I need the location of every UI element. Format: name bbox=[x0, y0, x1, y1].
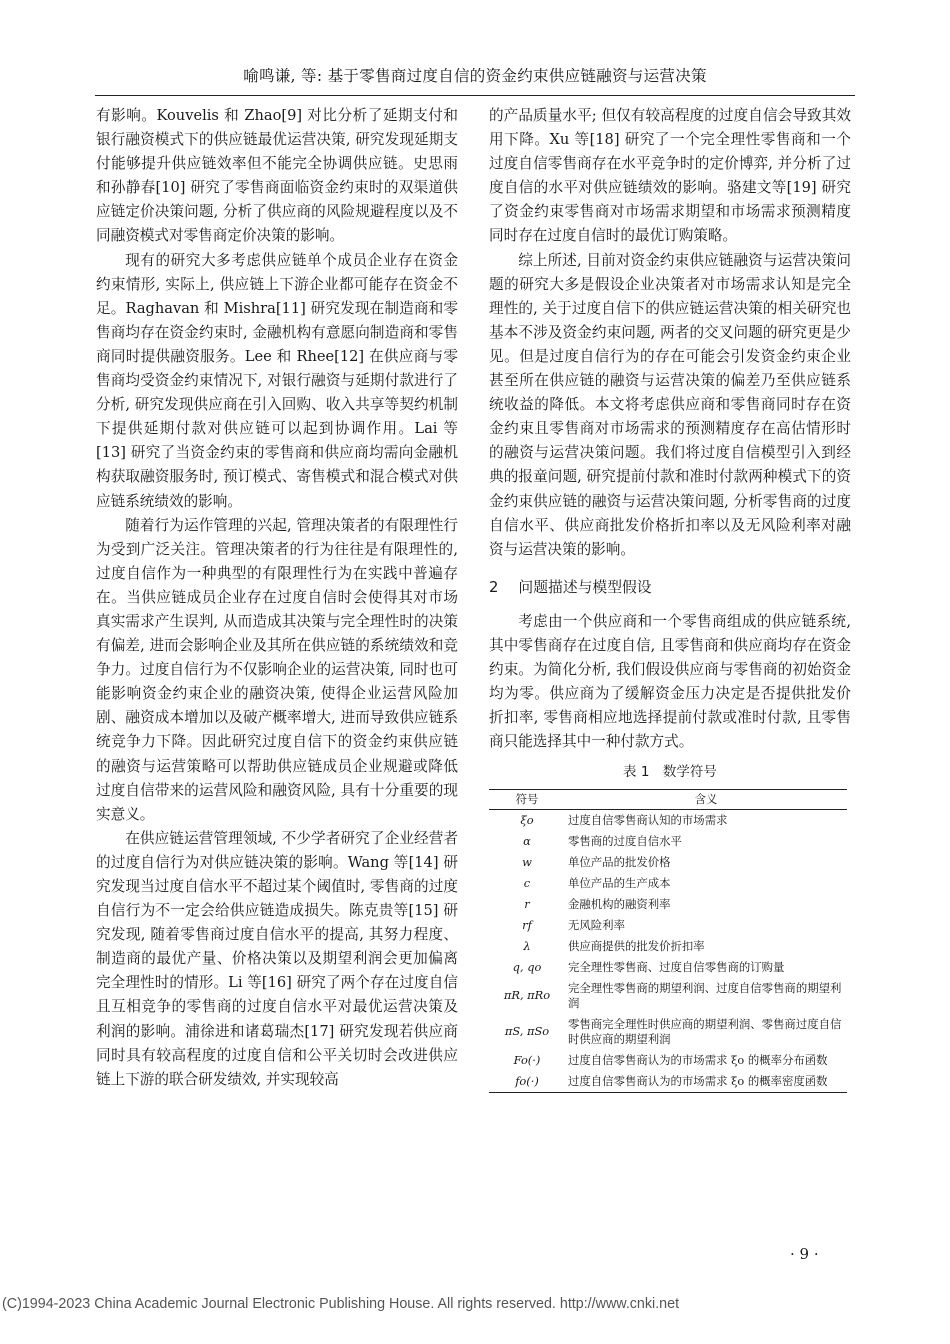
table-row bbox=[489, 1050, 847, 1071]
meaning-cell: 单位产品的生产成本 bbox=[568, 875, 671, 890]
table-row bbox=[489, 873, 847, 894]
meaning-cell: 零售商的过度自信水平 bbox=[568, 833, 682, 848]
table-row bbox=[489, 852, 847, 873]
paragraph: 随着行为运作管理的兴起, 管理决策者的有限理性行为受到广泛关注。管理决策者的行为往往是有限理性的, 过度自信作为一种典型的有限理性行为在实践中普遍存在。当供应链成员企业存在过度自信时会使得其对市场真实需求产生误判, 从而造成其决策与完全理性时的决策有偏差, 进而会影响企业及其所在供应链的系统绩效和竞争力。过度自信行为不仅影响企业的运营决策, 同时也可能影响资金约束企业的融资决策, 使得企业运营风险加剧、融资成本增加以及破产概率增大, 进而导致供应链系统竞争力下降。因此研究过度自信下的资金约束供应链的融资与运营策略可以帮助供应链成员企业规避或降低过度自信带来的运营风险和融资风险, 具有十分重要的现实意义。 bbox=[96, 516, 458, 823]
symbol-cell: c bbox=[523, 875, 531, 890]
meaning-cell: 过度自信零售商认为的市场需求 ξo 的概率密度函数 bbox=[565, 1071, 847, 1093]
paragraph: 的产品质量水平; 但仅有较高程度的过度自信会导致其效用下降。Xu 等[18] 研究了一个完全理性零售商和一个过度自信零售商存在水平竞争时的定价博弈, 并分析了过度自信的水平对供应链绩效的影响。骆建文等[19] 研究了资金约束零售商对市场需求期望和市场需求预测精度同时存在过度自信时的最优订购策略。 bbox=[489, 107, 851, 245]
section-title: 问题描述与模型假设 bbox=[518, 578, 652, 596]
meaning-cell: 零售商完全理性时供应商的期望利润、零售商过度自信时供应商的期望利润 bbox=[568, 1016, 842, 1046]
table-row bbox=[489, 1014, 847, 1050]
table-row bbox=[489, 936, 847, 957]
meaning-cell: 完全理性零售商的期望利润、过度自信零售商的期望利润 bbox=[568, 980, 842, 1010]
meaning-cell: 金融机构的融资利率 bbox=[568, 896, 671, 911]
symbol-cell: fo(·) bbox=[489, 1071, 565, 1093]
table-row bbox=[489, 1071, 847, 1093]
meaning-cell: 单位产品的批发价格 bbox=[568, 854, 671, 869]
right-column bbox=[489, 104, 851, 1093]
table-row bbox=[489, 915, 847, 936]
meaning-cell: 无风险利率 bbox=[568, 917, 625, 932]
meaning-cell: 过度自信零售商认为的市场需求 ξo 的概率分布函数 bbox=[568, 1052, 828, 1067]
paragraph: 考虑由一个供应商和一个零售商组成的供应链系统, 其中零售商存在过度自信, 且零售商和供应商均存在资金约束。为简化分析, 我们假设供应商与零售商的初始资金均为零。供应商为了缓解资金压力决定是否提供批发价折扣率, 零售商相应地选择提前付款或准时付款, 且零售商只能选择其中一种付款方式。 bbox=[489, 612, 851, 751]
symbol-cell: πS, πSo bbox=[504, 1024, 550, 1039]
section-heading bbox=[489, 576, 851, 600]
symbol-cell: λ bbox=[523, 938, 531, 953]
meaning-cell: 供应商提供的批发价折扣率 bbox=[568, 938, 705, 953]
symbol-cell: πR, πRo bbox=[503, 988, 551, 1003]
table-header-row bbox=[489, 789, 847, 809]
symbol-cell: r bbox=[524, 896, 530, 911]
page-number: · 9 · bbox=[790, 1245, 819, 1263]
table-row bbox=[489, 894, 847, 915]
paragraph: 有影响。Kouvelis 和 Zhao[9] 对比分析了延期支付和银行融资模式下的供应链最优运营决策, 研究发现延期支付能够提升供应链效率但不能完全协调供应链。史思雨和孙静春[10] 研究了零售商面临资金约束时的双渠道供应链定价决策问题, 分析了供应商的风险规避程度以及不同融资模式对零售商定价决策的影响。 bbox=[96, 107, 458, 245]
copyright-footer: (C)1994-2023 China Academic Journal Electronic Publishing House. All rights reserved. http://www.cnki.net bbox=[2, 1296, 680, 1312]
paragraph: 现有的研究大多考虑供应链单个成员企业存在资金约束情形, 实际上, 供应链上下游企业都可能存在资金不足。Raghavan 和 Mishra[11] 研究发现在制造商和零售商均存在资金约束时, 金融机构有意愿向制造商和零售商同时提供融资服务。Lee 和 Rhee[12] 在供应商与零售商均受资金约束情况下, 对银行融资与延期付款进行了分析, 研究发现供应商在引入回购、收入共享等契约机制下提供延期付款对供应链可以起到协调作用。Lai 等[13] 研究了当资金约束的零售商和供应商均需向金融机构获取融资服务时, 预订模式、寄售模式和混合模式对供应链系统绩效的影响。 bbox=[96, 251, 458, 510]
symbol-cell: α bbox=[523, 833, 531, 848]
table-row bbox=[489, 809, 847, 831]
left-column bbox=[96, 104, 458, 1092]
symbol-cell: ξo bbox=[520, 812, 534, 827]
meaning-cell: 完全理性零售商、过度自信零售商的订购量 bbox=[568, 959, 785, 974]
symbol-table bbox=[489, 789, 847, 1093]
symbol-cell: Fo(·) bbox=[513, 1052, 541, 1067]
meaning-cell: 过度自信零售商认知的市场需求 bbox=[568, 812, 728, 827]
header-rule bbox=[95, 95, 855, 96]
running-header: 喻鸣谦, 等: 基于零售商过度自信的资金约束供应链融资与运营决策 bbox=[243, 67, 707, 85]
table-row bbox=[489, 831, 847, 852]
symbol-cell: q, qo bbox=[512, 959, 542, 974]
table-row bbox=[489, 978, 847, 1014]
paragraph: 综上所述, 目前对资金约束供应链融资与运营决策问题的研究大多是假设企业决策者对市场需求认知是完全理性的, 关于过度自信下的供应链运营决策的相关研究也基本不涉及资金约束问题, 两者的交叉问题的研究更是少见。但是过度自信行为的存在可能会引发资金约束企业甚至所在供应链的融资与运营决策的偏差乃至供应链系统收益的降低。本文将考虑供应商和零售商同时存在资金约束且零售商对市场需求的预测精度存在高估情形时的融资与运营决策问题。我们将过度自信模型引入到经典的报童问题, 研究提前付款和准时付款两种模式下的资金约束供应链的融资与运营决策问题, 分析零售商的过度自信水平、供应商批发价格折扣率以及无风险利率对融资与运营决策的影响。 bbox=[489, 251, 851, 558]
table-caption: 表 1 数学符号 bbox=[623, 764, 717, 781]
symbol-cell: w bbox=[522, 854, 532, 869]
symbol-cell: rf bbox=[522, 917, 532, 932]
table-header-symbol: 符号 bbox=[489, 789, 565, 809]
section-number: 2 bbox=[489, 578, 499, 596]
paragraph: 在供应链运营管理领域, 不少学者研究了企业经营者的过度自信行为对供应链决策的影响。Wang 等[14] 研究发现当过度自信水平不超过某个阈值时, 零售商的过度自信行为不一定会给供应链造成损失。陈克贵等[15] 研究发现, 随着零售商过度自信水平的提高, 其努力程度、制造商的最优产量、价格决策以及期望利润会更加偏离完全理性时的情形。Li 等[16] 研究了两个存在过度自信且互相竞争的零售商的过度自信水平对最优运营决策及利润的影响。浦徐进和诸葛瑞杰[17] 研究发现若供应商同时具有较高程度的过度自信和公平关切时会改进供应链上下游的联合研发绩效, 并实现较高 bbox=[96, 829, 458, 1088]
table-row bbox=[489, 957, 847, 978]
table-header-meaning: 含义 bbox=[565, 789, 847, 809]
